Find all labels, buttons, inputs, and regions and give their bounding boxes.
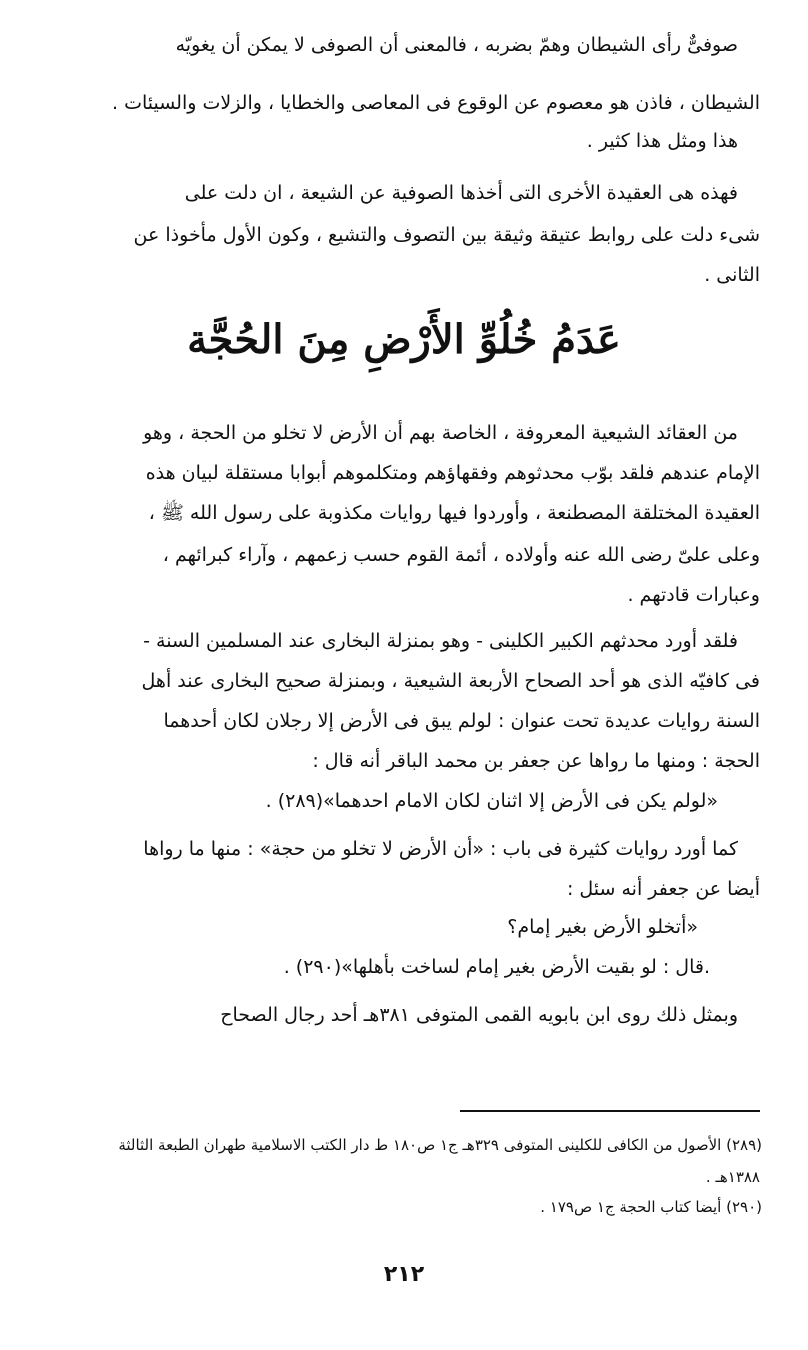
text-line: وعلى علىّ رضى الله عنه وأولاده ، أئمة القوم حسب زعمهم ، وآراء كبرائهم ، — [162, 544, 760, 566]
text-line: صوفىٌّ رأى الشيطان وهمّ بضربه ، فالمعنى أن الصوفى لا يمكن أن يغويّه — [175, 34, 738, 56]
text-line: فى كافيّه الذى هو أحد الصحاح الأربعة الشيعية ، وبمنزلة صحيح البخارى عند أهل — [141, 670, 760, 692]
text-line: فهذه هى العقيدة الأخرى التى أخذها الصوفية عن الشيعة ، ان دلت على — [184, 182, 738, 204]
text-line: أيضا عن جعفر أنه سئل : — [566, 878, 760, 900]
text-line: من العقائد الشيعية المعروفة ، الخاصة بهم أن الأرض لا تخلو من الحجة ، وهو — [143, 422, 738, 444]
text-line: هذا ومثل هذا كثير . — [586, 130, 738, 152]
quote-line: «أتخلو الأرض بغير إمام؟ — [507, 916, 698, 938]
footnote-divider — [460, 1110, 760, 1112]
text-line: وبمثل ذلك روى ابن بابويه القمى المتوفى ٣٨١هـ أحد رجال الصحاح — [220, 1004, 738, 1026]
text-line: الحجة : ومنها ما رواها عن جعفر بن محمد الباقر أنه قال : — [312, 750, 760, 772]
text-line: الشيطان ، فاذن هو معصوم عن الوقوع فى المعاصى والخطايا ، والزلات والسيئات . — [112, 92, 760, 114]
page-number: ٢١٢ — [383, 1262, 425, 1287]
text-line: فلقد أورد محدثهم الكبير الكلينى - وهو بمنزلة البخارى عند المسلمين السنة - — [143, 630, 738, 652]
footnote: (٢٨٩) الأصول من الكافى للكلينى المتوفى ٣٢٩هـ ج١ ص١٨٠ ط دار الكتب الاسلامية طهران الطبعة الثالثة — [118, 1136, 762, 1154]
text-line: الإمام عندهم فلقد بوّب محدثوهم وفقهاؤهم ومتكلموهم أبوابا مستقلة لبيان هذه — [145, 462, 760, 484]
text-line: شىء دلت على روابط عتيقة وثيقة بين التصوف والتشيع ، وكون الأول مأخوذا عن — [133, 224, 760, 246]
footnote-continuation: ١٣٨٨هـ . — [705, 1168, 760, 1186]
text-line: السنة روايات عديدة تحت عنوان : لولم يبق فى الأرض إلا رجلان لكان أحدهما — [163, 710, 760, 732]
section-heading: عَدَمُ خُلُوِّ الأَرْضِ مِنَ الحُجَّة — [187, 316, 621, 363]
quote-line: «لولم يكن فى الأرض إلا اثنان لكان الامام احدهما»(٢٨٩) . — [265, 790, 718, 812]
footnote: (٢٩٠) أيضا كتاب الحجة ج١ ص١٧٩ . — [540, 1198, 762, 1216]
text-line: الثانى . — [704, 264, 760, 286]
quote-line: .قال : لو بقيت الأرض بغير إمام لساخت بأهلها»(٢٩٠) . — [283, 956, 710, 978]
text-line: العقيدة المختلقة المصطنعة ، وأوردوا فيها روايات مكذوبة على رسول الله ﷺ ، — [148, 502, 760, 524]
text-line: وعبارات قادتهم . — [627, 584, 760, 606]
text-line: كما أورد روايات كثيرة فى باب : «أن الأرض لا تخلو من حجة» : منها ما رواها — [143, 838, 738, 860]
